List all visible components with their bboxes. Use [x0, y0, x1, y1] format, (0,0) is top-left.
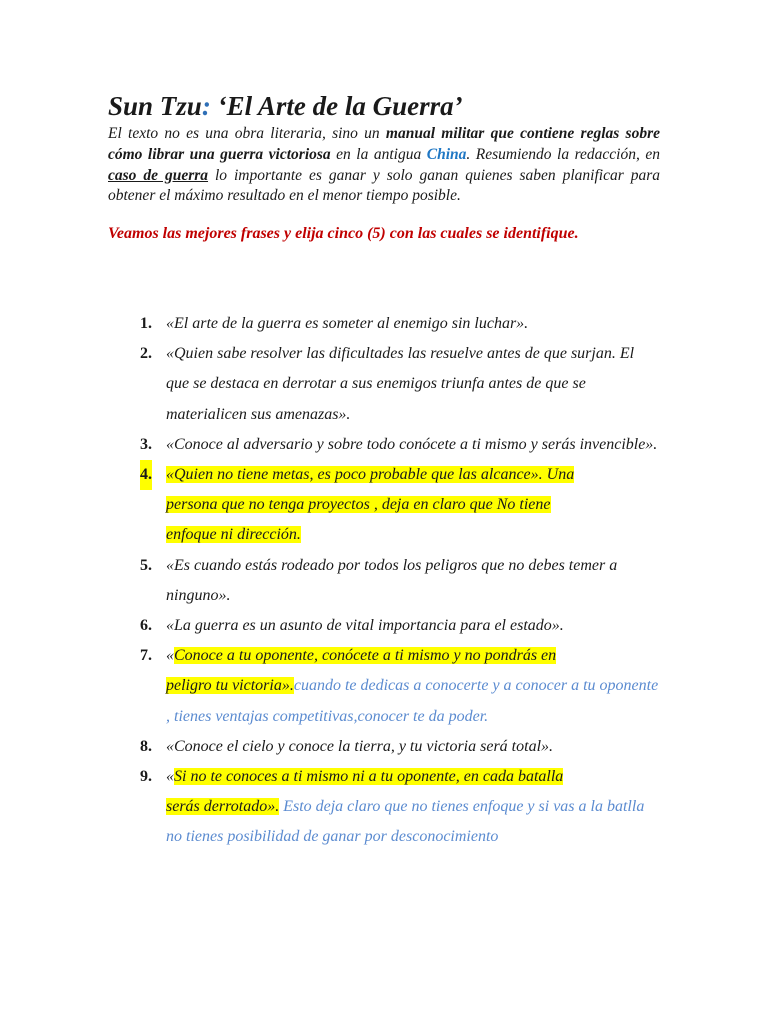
item-number: 6.: [140, 617, 152, 635]
title-colon: :: [201, 91, 211, 121]
list-item: [140, 732, 660, 762]
intro-bold-underline-phrase: caso de guerra: [108, 166, 209, 184]
item-text: «: [166, 647, 174, 665]
intro-bold-phrase: manual militar que contiene reglas sobre cómo librar una guerra victoriosa: [108, 125, 660, 163]
list-item: [140, 430, 660, 460]
item-text: «Conoce el cielo y conoce la tierra, y tu victoria será total».: [166, 737, 554, 755]
highlighted-text: serás derrotado».: [166, 798, 280, 816]
intro-china-word: China: [426, 145, 467, 163]
item-text: «Es cuando estás rodeado por todos los peligros que no debes temer a ninguno».: [166, 556, 618, 604]
item-number: 4.: [140, 460, 152, 490]
item-number: 7.: [140, 647, 152, 665]
highlighted-text: peligro tu victoria».: [166, 677, 294, 695]
highlighted-text: «Quien no tiene metas, es poco probable que las alcance». Una: [166, 466, 575, 484]
item-number: 5.: [140, 556, 152, 574]
highlighted-text: Si no te conoces a ti mismo ni a tu oponente, en cada batalla: [174, 768, 564, 786]
item-number: 1.: [140, 315, 152, 332]
item-number: 3.: [140, 435, 152, 453]
list-item: [140, 460, 660, 551]
comment-note: cuando te dedicas a conocerte y a conocer a tu oponente , tienes ventajas competitivas,conocer te da poder.: [166, 677, 659, 725]
intro-text-1: El texto no es una obra literaria, sino un: [108, 125, 386, 142]
title-name: Sun Tzu: [108, 91, 202, 121]
list-item: [140, 611, 660, 641]
title-rest: ‘El Arte de la Guerra’: [210, 91, 463, 121]
list-item: [140, 339, 660, 430]
item-text: «El arte de la guerra es someter al enemigo sin luchar».: [166, 315, 529, 332]
instruction-text: Veamos las mejores frases y elija cinco (5) con las cuales se identifique.: [108, 225, 579, 243]
item-number: 2.: [140, 345, 152, 363]
highlighted-text: Conoce a tu oponente, conócete a ti mismo y no pondrás en: [174, 647, 557, 665]
item-text: «: [166, 768, 174, 786]
list-item: [140, 551, 660, 611]
quotes-list: [140, 309, 660, 853]
item-number: 8.: [140, 737, 152, 755]
page-title: [108, 88, 660, 124]
intro-text-2: en la antigua: [330, 145, 427, 163]
item-text: «La guerra es un asunto de vital importancia para el estado».: [166, 617, 564, 635]
intro-text-4: lo importante es ganar y solo ganan quienes saben planificar para obtener el máximo resultado en el menor tiempo posible.: [108, 166, 661, 205]
comment-note: Esto deja claro que no tienes enfoque y si vas a la batlla no tienes posibilidad de ganar por desconocimiento: [166, 798, 645, 846]
list-item: [140, 309, 660, 339]
intro-text-3: . Resumiendo la redacción, en: [466, 145, 660, 163]
intro-paragraph: [108, 124, 660, 207]
list-item: [140, 762, 660, 853]
highlighted-text: persona que no tenga proyectos , deja en claro que No tiene: [166, 496, 551, 514]
item-number: 9.: [140, 768, 152, 786]
highlighted-text: enfoque ni dirección.: [166, 526, 301, 544]
item-text: «Conoce al adversario y sobre todo conócete a ti mismo y serás invencible».: [166, 435, 658, 453]
item-text: «Quien sabe resolver las dificultades las resuelve antes de que surjan. El que se destaca en derrotar a sus enemigos triunfa antes de que se materialicen sus amenazas».: [166, 345, 635, 423]
list-item: [140, 641, 660, 732]
